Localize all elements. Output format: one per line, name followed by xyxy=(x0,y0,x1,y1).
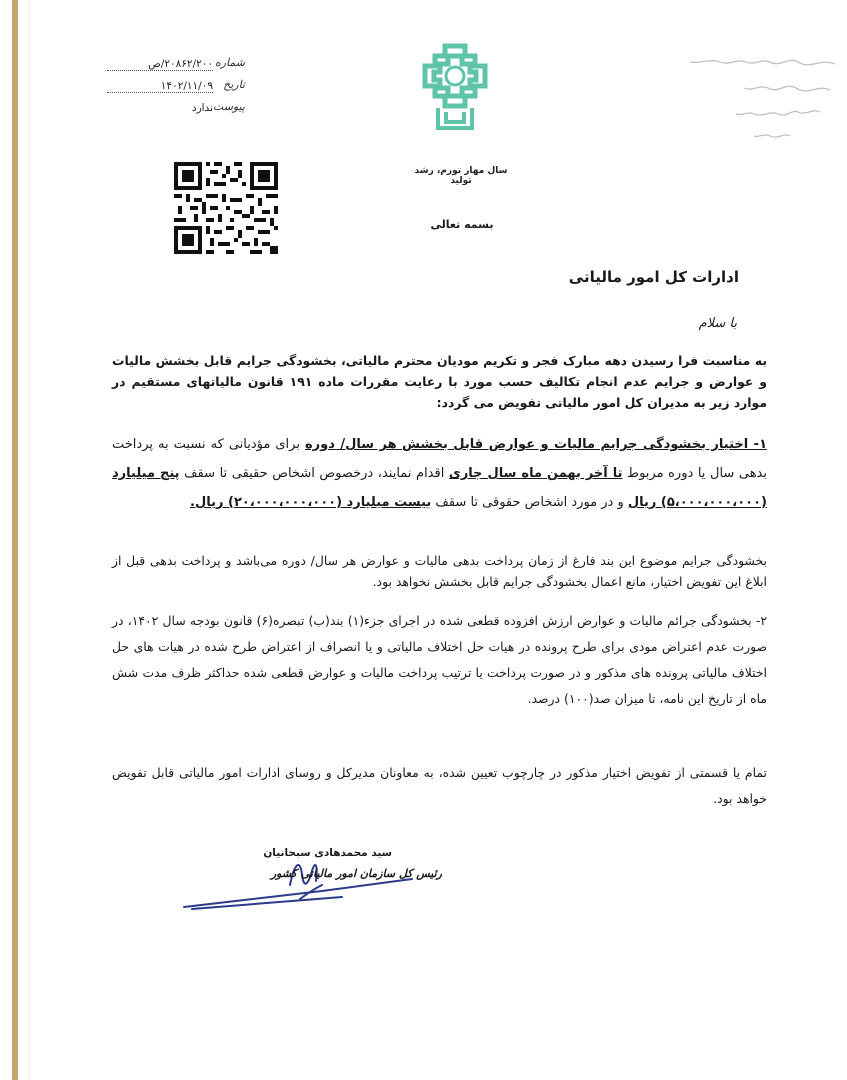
clause-1-legal-cap: بیست میلیارد (۲۰،۰۰۰،۰۰۰،۰۰۰) ریال. xyxy=(190,495,432,510)
clause-1-text-a: برای مؤدیانی که نسبت به پرداخت بدهی سال یا دوره مربوط xyxy=(112,437,767,481)
clause-1-text-b: اقدام نمایند، درخصوص اشخاص حقیقی تا سقف xyxy=(179,466,449,481)
signatory-name: سید محمدهادی سبحانیان xyxy=(263,847,392,859)
letterhead-scribble-icon xyxy=(670,52,840,142)
letter-meta xyxy=(101,56,245,122)
clause-1-note-paragraph: بخشودگی جرایم موضوع این بند فارغ از زمان پرداخت بدهی مالیات و عوارض هر سال/ دوره می‌باشد و پرداخت بدهی قبل از ابلاغ این تفویض اختیار، مانع اعمال بخشودگی جرایم قابل بخشش نخواهد بود. xyxy=(112,553,767,589)
document-border xyxy=(0,0,28,1080)
clause-1-individual-cap: پنج میلیارد (۵،۰۰۰،۰۰۰،۰۰۰) ریال xyxy=(112,466,767,510)
attachment-value: ندارد xyxy=(191,102,213,114)
date-label: تاریخ xyxy=(223,78,245,91)
number-label: شماره xyxy=(214,56,245,69)
attachment-label: پیوست xyxy=(212,100,245,113)
greeting: با سلام xyxy=(698,316,737,331)
signatory-title: رئیس کل سازمان امور مالیاتی کشور xyxy=(270,867,442,880)
clause-1-deadline: تا آخر بهمن ماه سال جاری xyxy=(448,466,623,481)
recipient-heading: ادارات کل امور مالیاتی xyxy=(568,268,739,286)
letter-number: ۲۰۸۶۲/۲۰۰/ص xyxy=(107,58,213,71)
letterhead-faint xyxy=(670,52,840,149)
signature-block xyxy=(182,845,442,915)
tax-organization-emblem-icon xyxy=(418,42,492,134)
attachment-row xyxy=(101,100,245,122)
clause-1-paragraph xyxy=(112,430,767,517)
clause-2-paragraph: ۲- بخشودگی جرائم مالیات و عوارض ارزش افزوده قطعی شده در اجرای جزء(۱) بند(ب) تبصره(۶) قانون بودجه سال ۱۴۰۲، در صورت عدم اعتراض مودی برای طرح پرونده در هیات حل اختلاف مالیاتی و یا انصراف از اعتراض طرح شده در هیات های حل اختلاف مالیاتی پرونده های مذکور و در صورت پرداخت یا ترتیب پرداخت مالیات و عوارض قطعی شده حداکثر ظرف مدت شش ماه از تاریخ این نامه، تا میزان صد(۱۰۰) درصد. xyxy=(112,613,767,706)
bismillah-heading: بسمه تعالی xyxy=(430,218,494,231)
delegation-paragraph: تمام یا قسمتی از تفویض اختیار مذکور در چارچوب تعیین شده، به معاونان مدیرکل و روسای ادارات امور مالیاتی قابل تفویض خواهد بود. xyxy=(112,765,767,806)
date-row xyxy=(101,78,245,100)
intro-paragraph: به مناسبت فرا رسیدن دهه مبارک فجر و تکریم مودیان محترم مالیاتی، بخشودگی جرایم قابل بخشش مالیات و عوارض و جرایم عدم انجام تکالیف حسب مورد با رعایت مقررات ماده ۱۹۱ قانون مالیاتهای مستقیم در موارد زیر به مدیران کل امور مالیاتی تفویض می گردد: xyxy=(112,353,767,410)
year-slogan: سال مهار تورم، رشد تولید xyxy=(414,166,508,186)
letter-page xyxy=(30,0,847,1080)
clause-1-heading: ۱- اختیار بخشودگی جرایم مالیات و عوارض قابل بخشش هر سال/ دوره xyxy=(305,437,767,452)
number-row xyxy=(101,56,245,78)
clause-1-text-c: و در مورد اشخاص حقوقی تا سقف xyxy=(431,495,628,510)
qr-code-icon xyxy=(174,162,278,254)
letter-date: ۱۴۰۲/۱۱/۰۹ xyxy=(107,80,213,93)
